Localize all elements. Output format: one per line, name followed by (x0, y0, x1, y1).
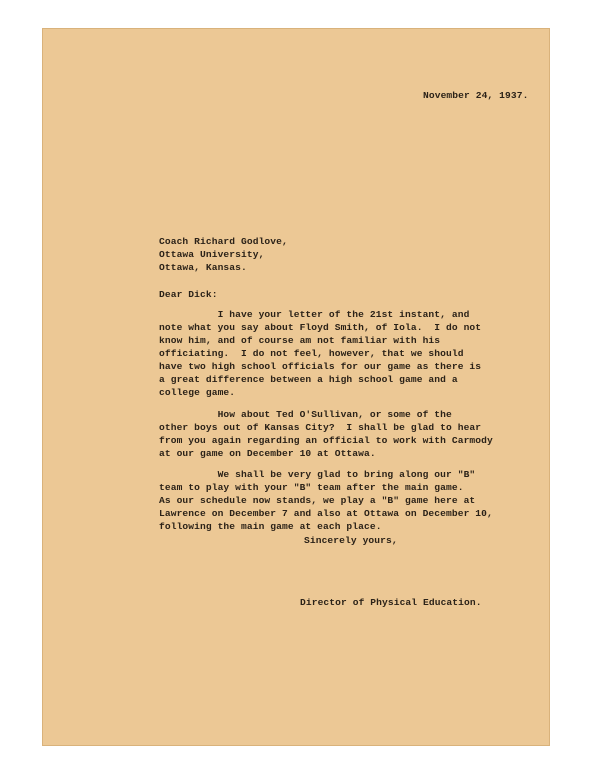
paragraph-1-line: note what you say about Floyd Smith, of Iola. I do not (159, 322, 482, 333)
closing: Sincerely yours, (304, 535, 398, 546)
paragraph-1-line: a great difference between a high school game and a (159, 374, 458, 385)
paragraph-1-line: I have your letter of the 21st instant, and (159, 309, 470, 320)
signature-title: Director of Physical Education. (300, 597, 482, 608)
letter-date: November 24, 1937. (423, 90, 529, 101)
recipient-name: Coach Richard Godlove, (159, 236, 288, 247)
paragraph-3-line: As our schedule now stands, we play a "B" game here at (159, 495, 476, 506)
recipient-location: Ottawa, Kansas. (159, 262, 247, 273)
paragraph-2-line: other boys out of Kansas City? I shall be glad to hear (159, 422, 482, 433)
paragraph-1-line: college game. (159, 387, 236, 398)
paragraph-2-line: How about Ted O'Sullivan, or some of the (159, 409, 452, 420)
paragraph-2-line: from you again regarding an official to work with Carmody (159, 435, 493, 446)
paragraph-1-line: have two high school officials for our game as there is (159, 361, 482, 372)
paragraph-3-line: We shall be very glad to bring along our "B" (159, 469, 476, 480)
paragraph-3-line: following the main game at each place. (159, 521, 382, 532)
paragraph-3-line: team to play with your "B" team after the main game. (159, 482, 464, 493)
paragraph-3-line: Lawrence on December 7 and also at Ottawa on December 10, (159, 508, 493, 519)
paragraph-1-line: know him, and of course am not familiar with his (159, 335, 441, 346)
recipient-institution: Ottawa University, (159, 249, 265, 260)
salutation: Dear Dick: (159, 289, 218, 300)
paragraph-1-line: officiating. I do not feel, however, that we should (159, 348, 464, 359)
paragraph-2-line: at our game on December 10 at Ottawa. (159, 448, 376, 459)
letter-page (42, 28, 550, 746)
